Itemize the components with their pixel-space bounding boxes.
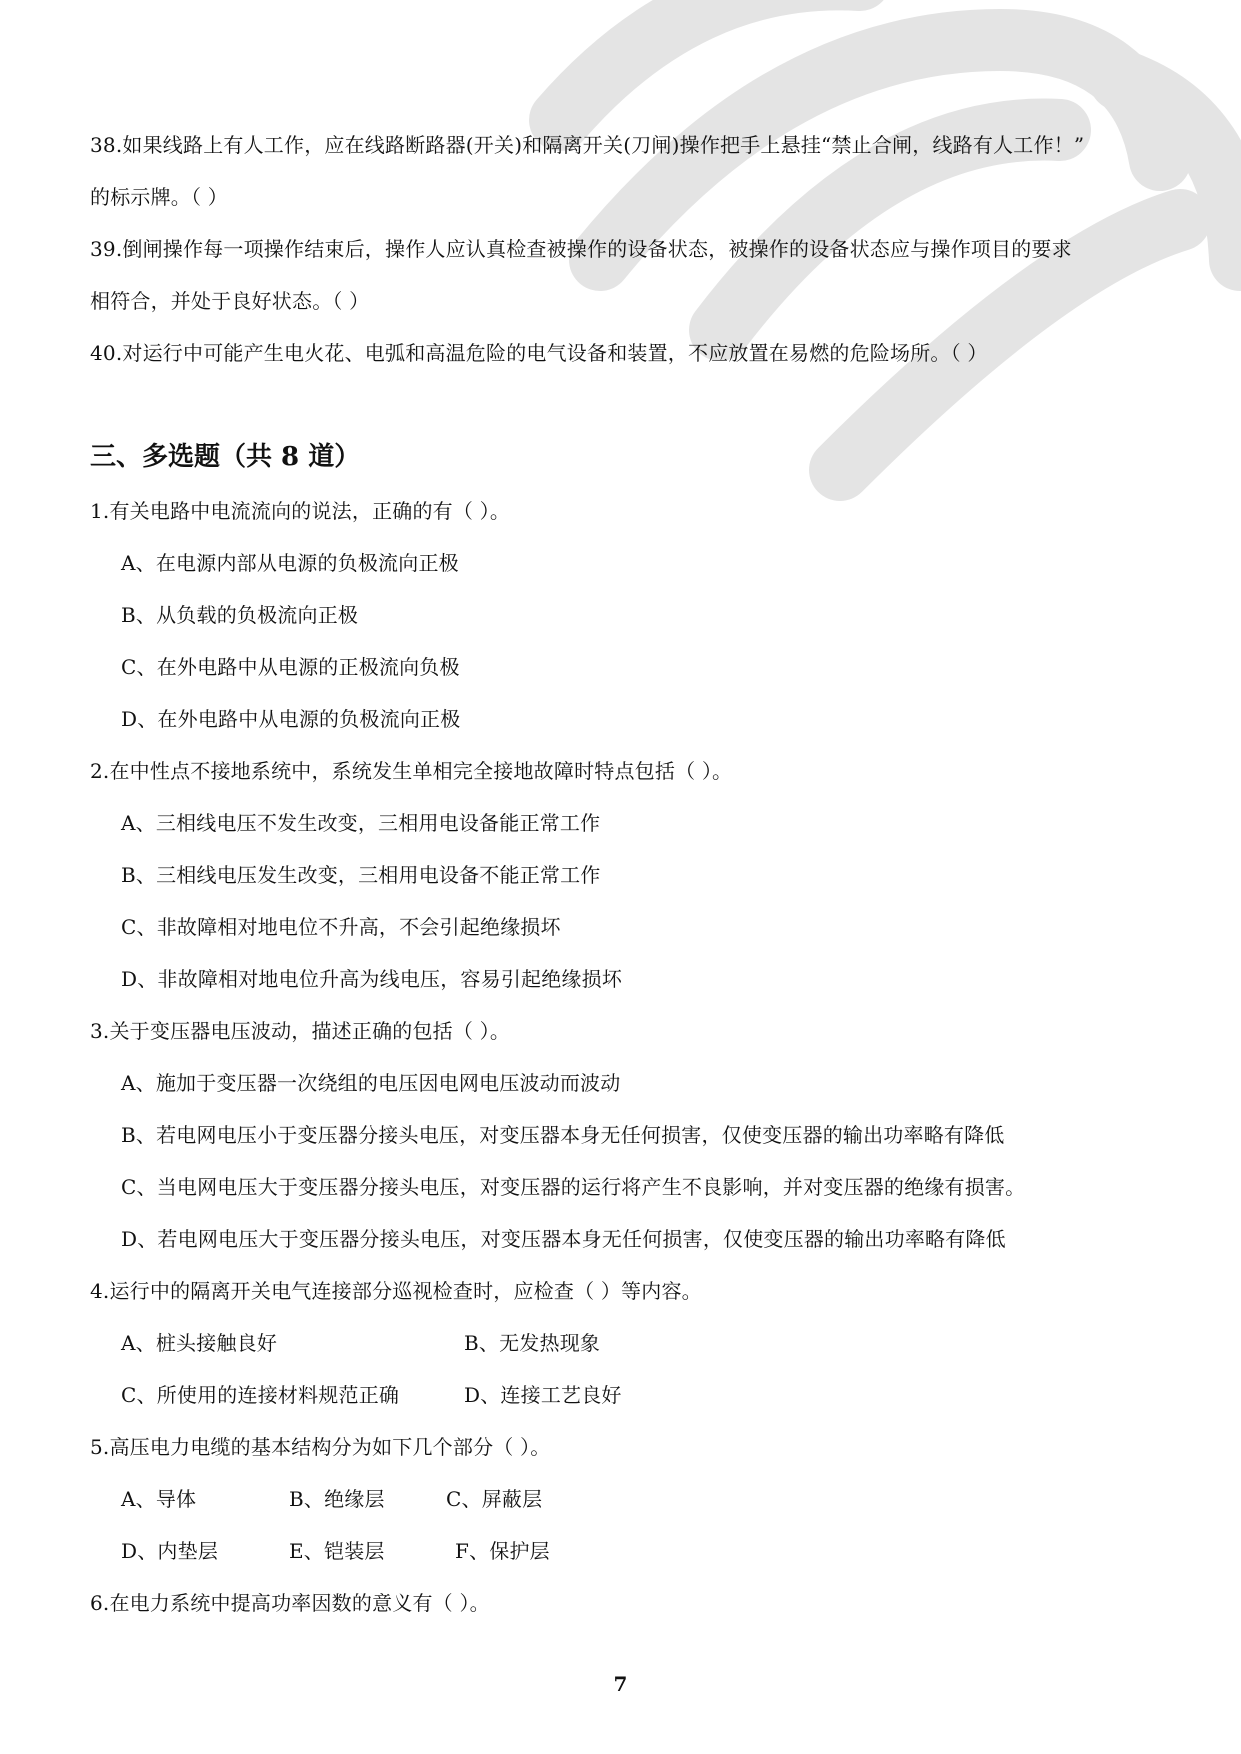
question-1-option-a: A、在电源内部从电源的负极流向正极 [121, 551, 459, 575]
page-number: 7 [613, 1672, 628, 1696]
question-2-stem: 2.在中性点不接地系统中，系统发生单相完全接地故障时特点包括（ ）。 [90, 759, 733, 783]
question-5-option-a: A、导体 [121, 1487, 197, 1511]
question-3-option-b: B、若电网电压小于变压器分接头电压，对变压器本身无任何损害，仅使变压器的输出功率略有降低 [121, 1123, 1005, 1147]
question-38-line-2: 的标示牌。（ ） [90, 185, 228, 209]
question-1-stem: 1.有关电路中电流流向的说法，正确的有（ ）。 [90, 499, 511, 523]
question-5-option-f: F、保护层 [455, 1539, 550, 1563]
question-3-option-d: D、若电网电压大于变压器分接头电压，对变压器本身无任何损害，仅使变压器的输出功率略有降低 [121, 1227, 1006, 1251]
question-5-option-b: B、绝缘层 [289, 1487, 385, 1511]
question-6-stem: 6.在电力系统中提高功率因数的意义有（ ）。 [90, 1591, 490, 1615]
question-5-option-c: C、屏蔽层 [446, 1487, 543, 1511]
question-4-option-d: D、连接工艺良好 [464, 1383, 622, 1407]
question-39-line-2: 相符合，并处于良好状态。（ ） [90, 289, 370, 313]
question-3-option-c: C、当电网电压大于变压器分接头电压，对变压器的运行将产生不良影响，并对变压器的绝缘有损害。 [121, 1175, 1026, 1199]
question-4-stem: 4.运行中的隔离开关电气连接部分巡视检查时，应检查（ ）等内容。 [90, 1279, 702, 1303]
question-3-stem: 3.关于变压器电压波动，描述正确的包括（ ）。 [90, 1019, 511, 1043]
question-40: 40.对运行中可能产生电火花、电弧和高温危险的电气设备和装置，不应放置在易燃的危险场所。（ ） [90, 341, 988, 365]
question-38-line-1: 38.如果线路上有人工作，应在线路断路器(开关)和隔离开关(刀闸)操作把手上悬挂“禁止合闸，线路有人工作！” [90, 133, 1085, 157]
question-4-option-b: B、无发热现象 [464, 1331, 601, 1355]
question-2-option-a: A、三相线电压不发生改变，三相用电设备能正常工作 [121, 811, 601, 835]
question-1-option-c: C、在外电路中从电源的正极流向负极 [121, 655, 460, 679]
question-4-option-c: C、所使用的连接材料规范正确 [121, 1383, 400, 1407]
question-39-line-1: 39.倒闸操作每一项操作结束后，操作人应认真检查被操作的设备状态，被操作的设备状态应与操作项目的要求 [90, 237, 1072, 261]
question-1-option-d: D、在外电路中从电源的负极流向正极 [121, 707, 461, 731]
question-5-option-e: E、铠装层 [289, 1539, 385, 1563]
section-heading-multiple-choice: 三、多选题（共 8 道） [90, 442, 361, 472]
question-2-option-c: C、非故障相对地电位不升高，不会引起绝缘损坏 [121, 915, 561, 939]
question-2-option-d: D、非故障相对地电位升高为线电压，容易引起绝缘损坏 [121, 967, 623, 991]
question-5-option-d: D、内垫层 [121, 1539, 219, 1563]
question-5-stem: 5.高压电力电缆的基本结构分为如下几个部分（ ）。 [90, 1435, 551, 1459]
question-3-option-a: A、施加于变压器一次绕组的电压因电网电压波动而波动 [121, 1071, 621, 1095]
question-1-option-b: B、从负载的负极流向正极 [121, 603, 359, 627]
question-4-option-a: A、桩头接触良好 [121, 1331, 278, 1355]
question-2-option-b: B、三相线电压发生改变，三相用电设备不能正常工作 [121, 863, 601, 887]
